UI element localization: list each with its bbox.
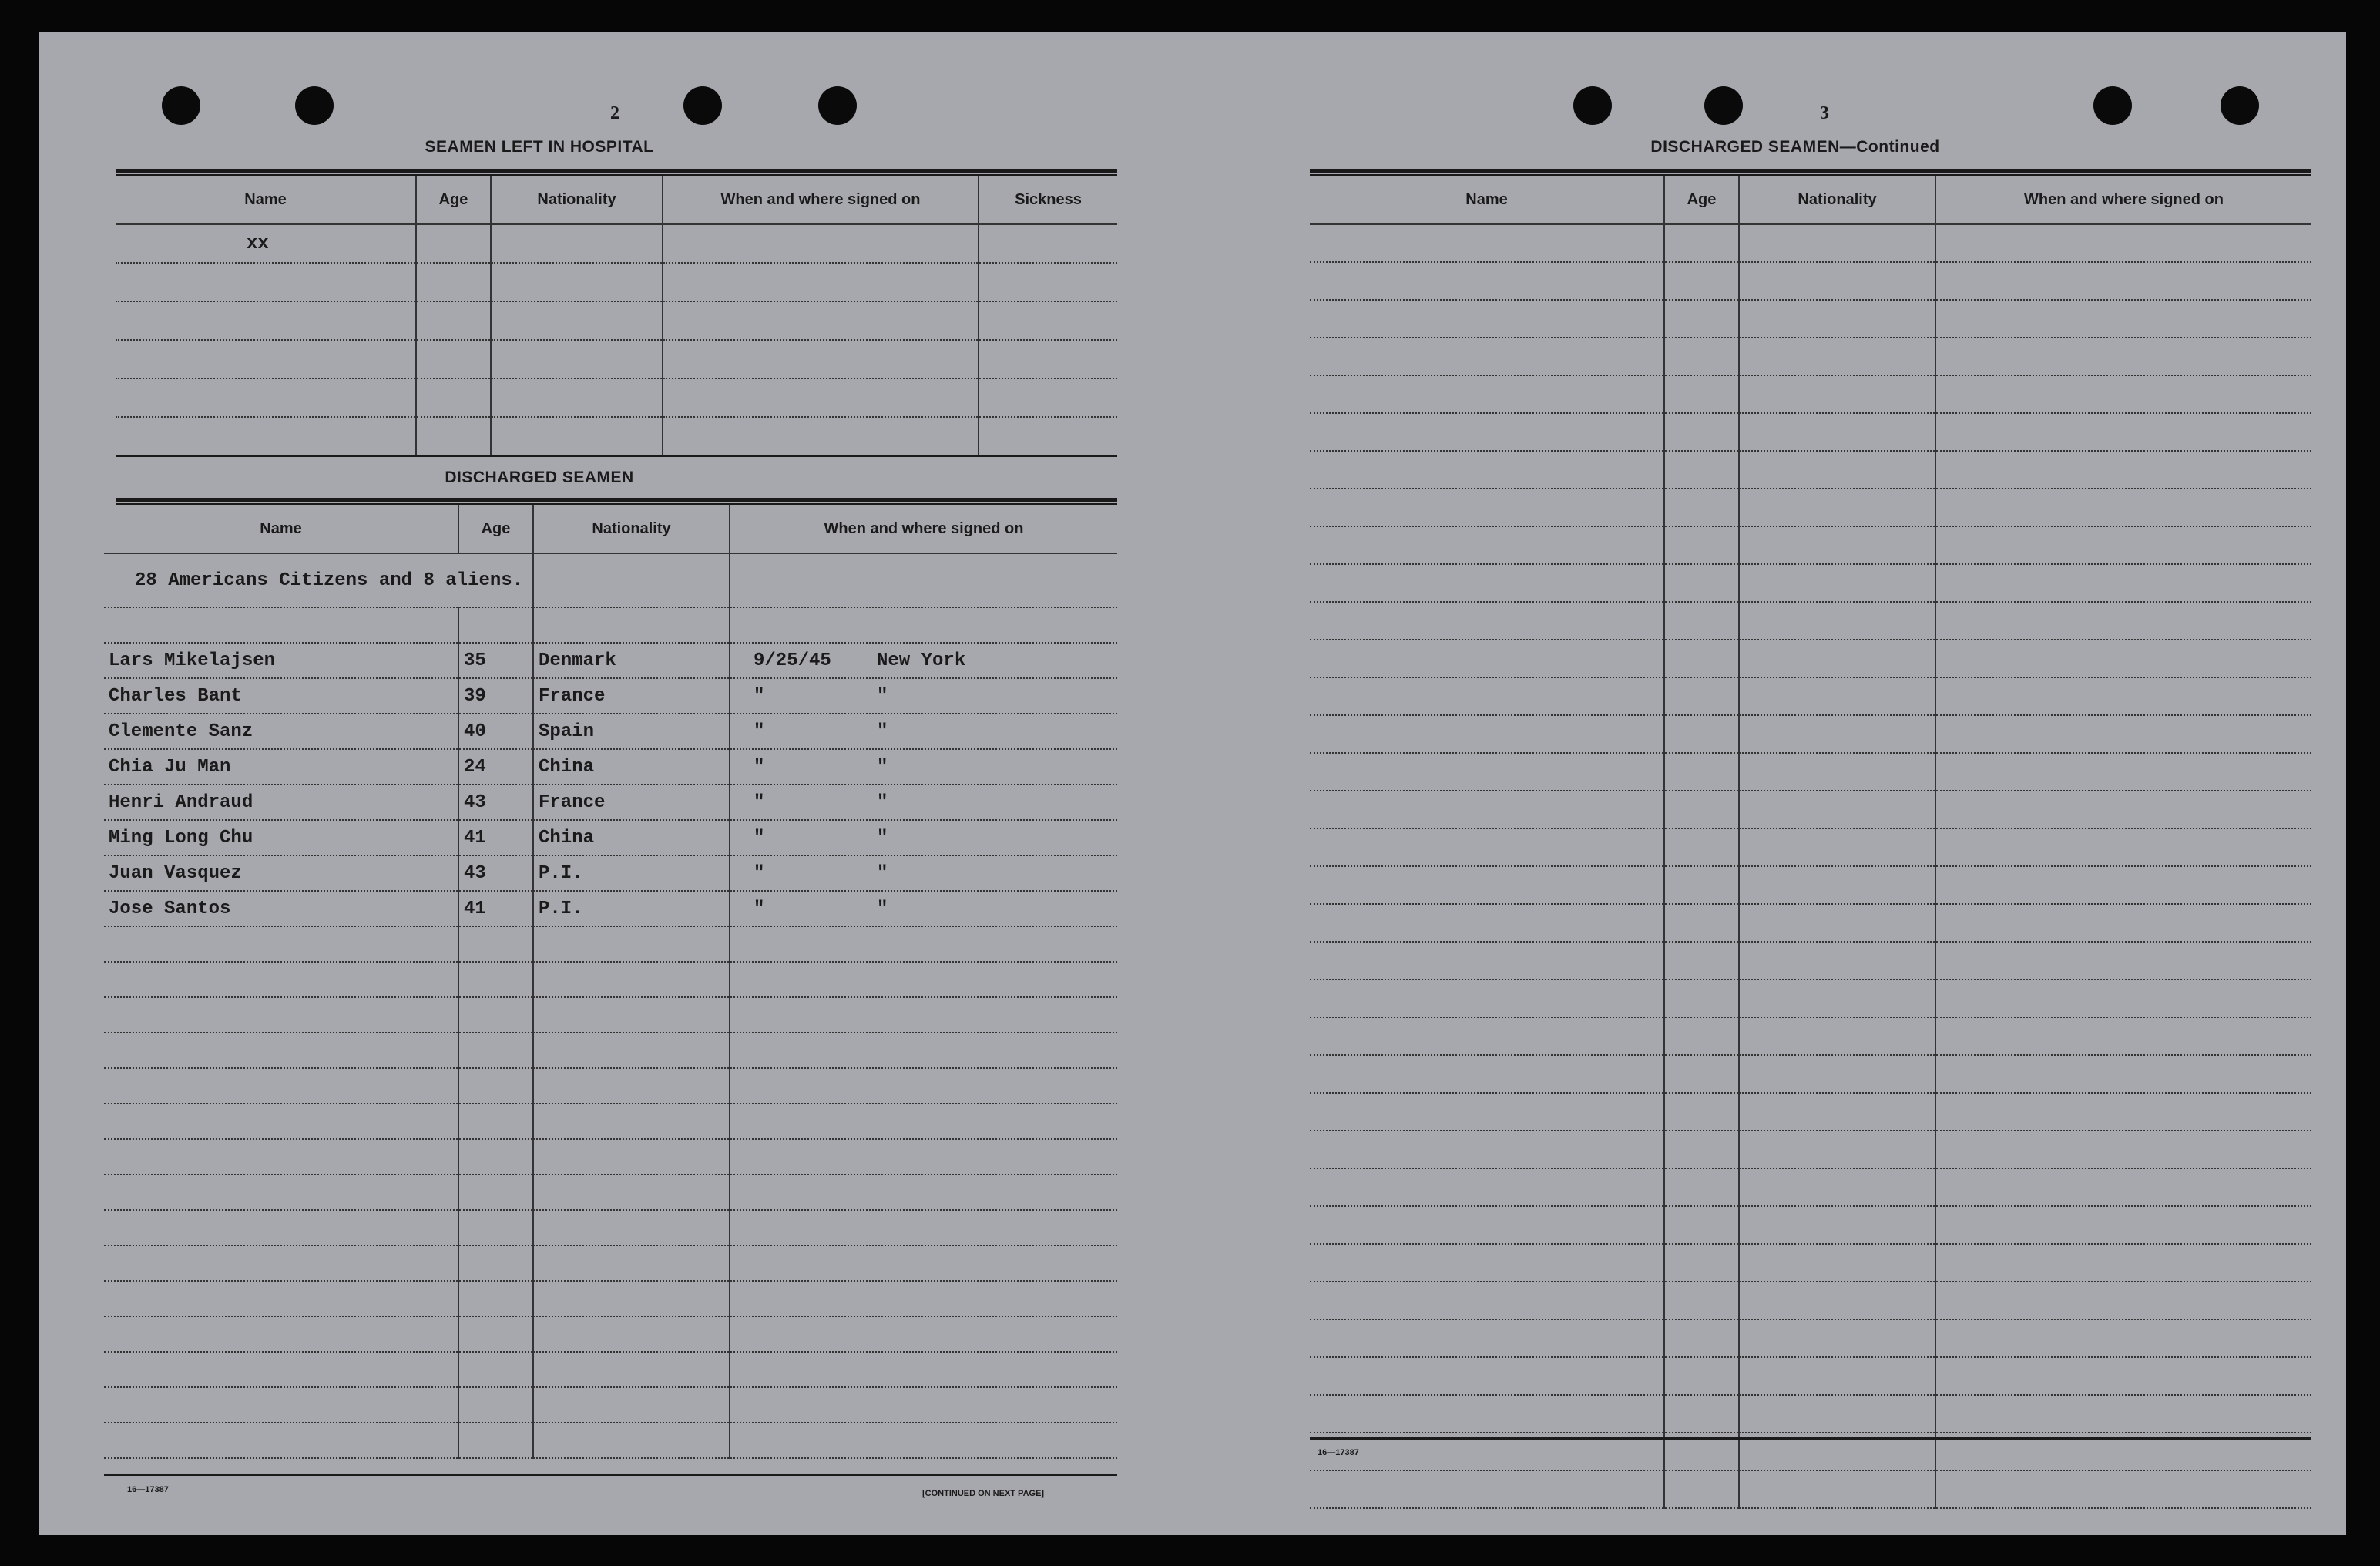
table-row bbox=[1310, 602, 2311, 640]
seaman-name: Lars Mikelajsen bbox=[104, 643, 458, 678]
table-row bbox=[1310, 640, 2311, 677]
form-code: 16—17387 bbox=[1318, 1448, 1359, 1457]
seaman-age: 39 bbox=[458, 678, 533, 714]
discharged-continued-table bbox=[1310, 176, 2311, 1509]
document-sheet bbox=[39, 32, 2346, 1535]
table-row bbox=[1310, 1131, 2311, 1168]
seaman-nationality: Spain bbox=[533, 714, 730, 749]
table-row bbox=[104, 714, 1117, 749]
signed-on-date: " bbox=[754, 791, 765, 813]
signed-on-cell bbox=[730, 643, 1117, 678]
column-header: Nationality bbox=[533, 505, 730, 553]
signed-on-place: " bbox=[877, 756, 888, 778]
table-row bbox=[1310, 1017, 2311, 1055]
table-row bbox=[1310, 1319, 2311, 1357]
punch-hole bbox=[162, 86, 200, 125]
table-row bbox=[116, 378, 1117, 417]
column-header: Age bbox=[416, 176, 491, 224]
seaman-age: 24 bbox=[458, 749, 533, 785]
table-row bbox=[104, 785, 1117, 820]
seaman-nationality: P.I. bbox=[533, 891, 730, 926]
rule bbox=[1310, 169, 2311, 173]
discharged-table bbox=[104, 505, 1117, 1459]
seaman-nationality: P.I. bbox=[533, 855, 730, 891]
table-row bbox=[104, 1104, 1117, 1139]
seaman-age: 43 bbox=[458, 855, 533, 891]
seaman-name: Chia Ju Man bbox=[104, 749, 458, 785]
table-row bbox=[1310, 451, 2311, 489]
column-header: When and where signed on bbox=[730, 505, 1117, 553]
signed-on-place: New York bbox=[877, 650, 966, 671]
table-row bbox=[104, 820, 1117, 855]
seaman-nationality: France bbox=[533, 678, 730, 714]
table-row bbox=[104, 962, 1117, 997]
column-header: When and where signed on bbox=[1935, 176, 2311, 224]
rule bbox=[116, 498, 1117, 502]
form-code: 16—17387 bbox=[127, 1485, 169, 1494]
table-row bbox=[104, 643, 1117, 678]
table-row bbox=[1310, 1093, 2311, 1131]
table-row bbox=[1310, 262, 2311, 300]
signed-on-cell bbox=[730, 678, 1117, 714]
punch-hole bbox=[1573, 86, 1612, 125]
signed-on-cell bbox=[730, 714, 1117, 749]
seaman-age: 40 bbox=[458, 714, 533, 749]
hospital-section-title: SEAMEN LEFT IN HOSPITAL bbox=[425, 138, 654, 156]
seaman-name: Clemente Sanz bbox=[104, 714, 458, 749]
table-header-row bbox=[116, 176, 1117, 224]
table-row bbox=[1310, 866, 2311, 904]
seaman-age: 41 bbox=[458, 891, 533, 926]
right-page bbox=[1194, 32, 2346, 1535]
table-row bbox=[104, 1387, 1117, 1423]
signed-on-place: " bbox=[877, 685, 888, 707]
punch-hole bbox=[683, 86, 722, 125]
signed-on-date: " bbox=[754, 827, 765, 849]
table-row bbox=[1310, 942, 2311, 980]
table-row bbox=[1310, 1055, 2311, 1093]
table-row bbox=[104, 1245, 1117, 1281]
table-row bbox=[104, 926, 1117, 962]
signed-on-date: " bbox=[754, 721, 765, 742]
table-row bbox=[104, 1316, 1117, 1352]
table-row bbox=[1310, 338, 2311, 375]
seaman-age: 43 bbox=[458, 785, 533, 820]
table-row bbox=[1310, 828, 2311, 866]
seaman-name: Ming Long Chu bbox=[104, 820, 458, 855]
table-header-row bbox=[1310, 176, 2311, 224]
seaman-age: 35 bbox=[458, 643, 533, 678]
table-row bbox=[1310, 224, 2311, 262]
table-row bbox=[1310, 677, 2311, 715]
punch-hole bbox=[2221, 86, 2259, 125]
signed-on-place: " bbox=[877, 791, 888, 813]
table-row bbox=[104, 1352, 1117, 1387]
column-header: Name bbox=[116, 176, 416, 224]
table-row bbox=[104, 1281, 1117, 1316]
table-row bbox=[104, 1139, 1117, 1174]
punch-hole bbox=[818, 86, 857, 125]
signed-on-cell bbox=[730, 855, 1117, 891]
seaman-nationality: Denmark bbox=[533, 643, 730, 678]
table-row bbox=[1310, 1470, 2311, 1508]
signed-on-date: 9/25/45 bbox=[754, 650, 831, 671]
signed-on-cell bbox=[730, 891, 1117, 926]
column-header: Nationality bbox=[1739, 176, 1935, 224]
table-row bbox=[104, 678, 1117, 714]
table-row bbox=[1310, 1395, 2311, 1433]
table-row bbox=[1310, 489, 2311, 526]
seaman-name: Juan Vasquez bbox=[104, 855, 458, 891]
table-row bbox=[116, 417, 1117, 456]
signed-on-date: " bbox=[754, 898, 765, 919]
table-row bbox=[104, 1033, 1117, 1068]
rule bbox=[116, 169, 1117, 173]
signed-on-cell bbox=[730, 749, 1117, 785]
signed-on-place: " bbox=[877, 827, 888, 849]
seaman-name: Henri Andraud bbox=[104, 785, 458, 820]
discharged-section-title: DISCHARGED SEAMEN bbox=[445, 469, 634, 486]
column-header: Sickness bbox=[979, 176, 1117, 224]
signed-on-cell bbox=[730, 785, 1117, 820]
seaman-nationality: China bbox=[533, 820, 730, 855]
table-row bbox=[104, 1210, 1117, 1245]
table-header-row bbox=[104, 505, 1117, 553]
signed-on-date: " bbox=[754, 685, 765, 707]
signed-on-place: " bbox=[877, 898, 888, 919]
table-row bbox=[104, 1174, 1117, 1210]
punch-hole bbox=[1704, 86, 1743, 125]
table-row bbox=[104, 553, 1117, 607]
seaman-nationality: France bbox=[533, 785, 730, 820]
column-header: Age bbox=[1664, 176, 1739, 224]
table-row bbox=[116, 224, 1117, 263]
table-row bbox=[1310, 1282, 2311, 1319]
table-row bbox=[104, 607, 1117, 643]
table-row bbox=[104, 749, 1117, 785]
table-row bbox=[104, 891, 1117, 926]
signed-on-cell bbox=[730, 820, 1117, 855]
column-header: Name bbox=[104, 505, 458, 553]
seaman-name: Charles Bant bbox=[104, 678, 458, 714]
discharged-continued-title: DISCHARGED SEAMEN—Continued bbox=[1650, 138, 1940, 156]
signed-on-date: " bbox=[754, 756, 765, 778]
crew-summary: 28 Americans Citizens and 8 aliens. bbox=[104, 553, 533, 607]
punch-hole bbox=[2093, 86, 2132, 125]
table-row bbox=[1310, 904, 2311, 942]
table-row bbox=[116, 340, 1117, 378]
table-row bbox=[1310, 1244, 2311, 1282]
column-header: Nationality bbox=[491, 176, 663, 224]
signed-on-place: " bbox=[877, 862, 888, 884]
seaman-name: Jose Santos bbox=[104, 891, 458, 926]
table-row bbox=[116, 301, 1117, 340]
rule bbox=[104, 1474, 1117, 1476]
table-row bbox=[1310, 980, 2311, 1017]
table-row bbox=[1310, 375, 2311, 413]
rule bbox=[1310, 1437, 2311, 1440]
column-header: Age bbox=[458, 505, 533, 553]
table-row bbox=[116, 263, 1117, 301]
seaman-nationality: China bbox=[533, 749, 730, 785]
signed-on-date: " bbox=[754, 862, 765, 884]
table-row bbox=[104, 1068, 1117, 1104]
hospital-entry: xx bbox=[116, 224, 416, 263]
table-row bbox=[1310, 526, 2311, 564]
seaman-age: 41 bbox=[458, 820, 533, 855]
table-row bbox=[104, 997, 1117, 1033]
punch-hole bbox=[295, 86, 334, 125]
table-row bbox=[1310, 1168, 2311, 1206]
page-number: 2 bbox=[610, 103, 619, 123]
table-row bbox=[104, 855, 1117, 891]
table-row bbox=[1310, 300, 2311, 338]
continued-note: [CONTINUED ON NEXT PAGE] bbox=[922, 1489, 1045, 1498]
column-header: When and where signed on bbox=[663, 176, 979, 224]
signed-on-place: " bbox=[877, 721, 888, 742]
table-row bbox=[1310, 564, 2311, 602]
table-row bbox=[1310, 791, 2311, 828]
hospital-table bbox=[116, 176, 1117, 457]
table-row bbox=[1310, 1357, 2311, 1395]
table-row bbox=[104, 1423, 1117, 1458]
left-page bbox=[39, 32, 1194, 1535]
table-row bbox=[1310, 715, 2311, 753]
table-row bbox=[1310, 413, 2311, 451]
page-number: 3 bbox=[1820, 103, 1829, 123]
table-row bbox=[1310, 1206, 2311, 1244]
table-row bbox=[1310, 753, 2311, 791]
column-header: Name bbox=[1310, 176, 1664, 224]
